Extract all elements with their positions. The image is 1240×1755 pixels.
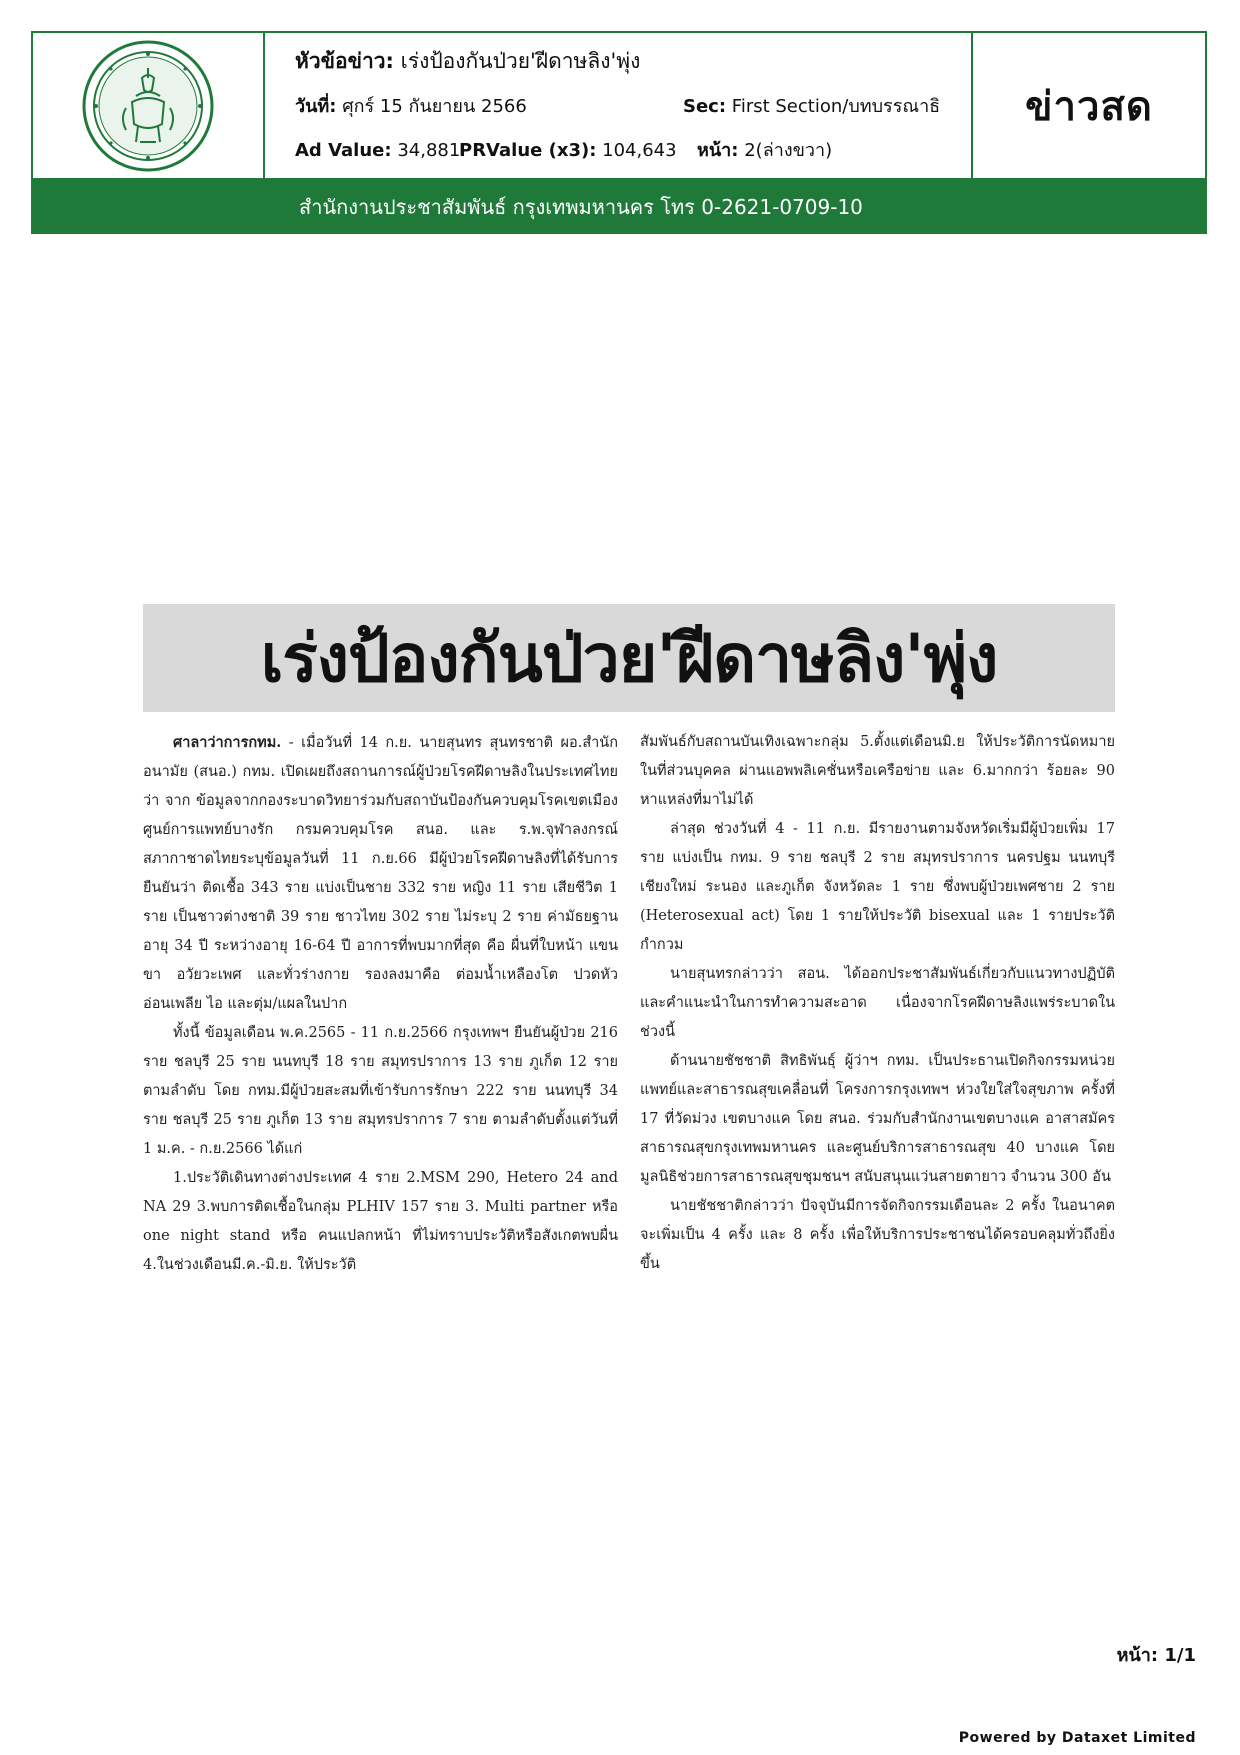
section-row <box>683 95 940 119</box>
ad-value-label: Ad Value: <box>295 140 392 161</box>
article-column-left <box>143 728 618 1280</box>
headline-value: เร่งป้องกันป่วย'ฝีดาษลิง'พุ่ง <box>400 49 641 73</box>
page-row <box>697 139 832 163</box>
section-value: First Section/บทบรรณาธิ <box>731 96 941 117</box>
logo-cell <box>33 33 265 178</box>
contact-bar <box>31 180 1207 234</box>
publication-name: ข่าวสด <box>1025 83 1153 130</box>
article-headline-box <box>143 604 1115 712</box>
article-headline: เร่งป้องกันป่วย'ฝีดาษลิง'พุ่ง <box>260 619 998 697</box>
contact-bar-text: สำนักงานประชาสัมพันธ์ กรุงเทพมหานคร โทร 0-2621-0709-10 <box>299 195 863 219</box>
date-label: วันที่: <box>295 96 337 117</box>
section-label: Sec: <box>683 96 727 117</box>
article-paragraph: นายสุนทรกล่าวว่า สอน. ได้ออกประชาสัมพันธ์เกี่ยวกับแนวทางปฏิบัติและคำแนะนำในการทำความสะอาด เนื่องจากโรคฝีดาษลิงแพร่ระบาดในช่วงนี้ <box>640 966 1115 1040</box>
date-value: ศุกร์ 15 กันยายน 2566 <box>342 96 527 117</box>
publication-cell <box>971 33 1205 178</box>
news-header <box>31 31 1207 180</box>
article-column-right <box>640 728 1115 1279</box>
article-paragraph: ทั้งนี้ ข้อมูลเดือน พ.ค.2565 - 11 ก.ย.2566 กรุงเทพฯ ยืนยันผู้ป่วย 216 ราย ชลบุรี 25 ราย นนทบุรี 18 ราย สมุทรปราการ 13 ราย ภูเก็ต 12 ราย ตามลำดับ โดย กทม.มีผู้ป่วยสะสมที่เข้ารับการรักษา 222 ราย นนทบุรี 34 ราย ชลบุรี 25 ราย ภูเก็ต 13 ราย สมุทรปราการ 7 ราย ตามลำดับตั้งแต่วันที่ 1 ม.ค. - ก.ย.2566 ได้แก่ <box>143 1025 618 1157</box>
page-value: 2(ล่างขวา) <box>744 140 833 161</box>
article-paragraph: สัมพันธ์กับสถานบันเทิงเฉพาะกลุ่ม 5.ตั้งแต่เดือนมิ.ย ให้ประวัติการนัดหมายในที่ส่วนบุคคล ผ่านแอพพลิเคชั่นหรือเครือข่าย และ 6.มากกว่า ร้อยละ 90 หาแหล่งที่มาไม่ได้ <box>640 734 1115 808</box>
headline-label: หัวข้อข่าว: <box>295 49 394 73</box>
pr-value-row <box>459 139 677 163</box>
page-label: หน้า: <box>697 140 739 161</box>
article-paragraph: นายชัชชาติกล่าวว่า ปัจจุบันมีการจัดกิจกรรมเดือนละ 2 ครั้ง ในอนาคตจะเพิ่มเป็น 4 ครั้ง และ 8 ครั้ง เพื่อให้บริการประชาชนได้ครอบคลุมทั่วถึงยิ่งขึ้น <box>640 1198 1115 1272</box>
article-paragraph: ศาลาว่าการกทม. - เมื่อวันที่ 14 ก.ย. นายสุนทร สุนทรชาติ ผอ.สำนักอนามัย (สนอ.) กทม. เปิดเผยถึงสถานการณ์ผู้ป่วยโรคฝีดาษลิงในประเทศไทยว่า จาก ข้อมูลจากกองระบาดวิทยาร่วมกับสถาบันป้องกันควบคุมโรคเขตเมือง ศูนย์การแพทย์บางรัก กรมควบคุมโรค สนอ. และ ร.พ.จุฬาลงกรณ์ สภากาชาดไทยระบุข้อมูลวันที่ 11 ก.ย.66 มีผู้ป่วยโรคฝีดาษลิงที่ได้รับการยืนยันว่า ติดเชื้อ 343 ราย แบ่งเป็นชาย 332 ราย หญิง 11 ราย เสียชีวิต 1 ราย เป็นชาวต่างชาติ 39 ราย ชาวไทย 302 ราย ไม่ระบุ 2 ราย ค่ามัธยฐานอายุ 34 ปี ระหว่างอายุ 16-64 ปี อาการที่พบมากที่สุด คือ ผื่นที่ใบหน้า แขนขา อวัยวะเพศ และทั่วร่างกาย รองลงมาคือ ต่อมน้ำเหลืองโต ปวดหัว อ่อนเพลีย ไอ และตุ่ม/แผลในปาก <box>143 734 618 1012</box>
headline-row <box>295 49 640 73</box>
article-paragraph: ล่าสุด ช่วงวันที่ 4 - 11 ก.ย. มีรายงานตามจังหวัดเริ่มมีผู้ป่วยเพิ่ม 17 ราย แบ่งเป็น กทม. 9 ราย ชลบุรี 2 ราย สมุทรปราการ นครปฐม นนทบุรี เชียงใหม่ ระนอง และภูเก็ต จังหวัดละ 1 ราย ซึ่งพบผู้ป่วยเพศชาย 2 ราย (Heterosexual act) โดย 1 รายให้ประวัติ bisexual และ 1 รายประวัติกำกวม <box>640 821 1115 953</box>
page-count: หน้า: 1/1 <box>1116 1645 1196 1666</box>
date-row <box>295 95 527 119</box>
article-paragraph: 1.ประวัติเดินทางต่างประเทศ 4 ราย 2.MSM 290, Hetero 24 and NA 29 3.พบการติดเชื้อในกลุ่ม PLHIV 157 ราย 3. Multi partner หรือ one night stand หรือ คนแปลกหน้า ที่ไม่ทราบประวัติหรือสังเกตพบผื่น 4.ในช่วงเดือนมี.ค.-มิ.ย. ให้ประวัติ <box>143 1170 618 1273</box>
article-lead: ศาลาว่าการกทม. <box>173 734 282 751</box>
pr-value-label: PRValue (x3): <box>459 140 597 161</box>
bangkok-city-seal-icon <box>80 38 216 174</box>
ad-value: 34,881 <box>397 140 461 161</box>
header-info <box>265 33 971 178</box>
powered-by: Powered by Dataxet Limited <box>958 1730 1196 1746</box>
pr-value: 104,643 <box>602 140 677 161</box>
article-paragraph: ด้านนายชัชชาติ สิทธิพันธุ์ ผู้ว่าฯ กทม. เป็นประธานเปิดกิจกรรมหน่วยแพทย์และสาธารณสุขเคลื่อนที่ โครงการกรุงเทพฯ ห่วงใยใส่ใจสุขภาพ ครั้งที่ 17 ที่วัดม่วง เขตบางแค โดย สนอ. ร่วมกับสำนักงานเขตบางแค อาสาสมัครสาธารณสุขกรุงเทพมหานคร และศูนย์บริการสาธารณสุข 40 บางแค โดยมูลนิธิช่วยการสาธารณสุขชุมชนฯ สนับสนุนแว่นสายตายาว จำนวน 300 อัน <box>640 1053 1115 1185</box>
ad-value-row <box>295 139 460 163</box>
